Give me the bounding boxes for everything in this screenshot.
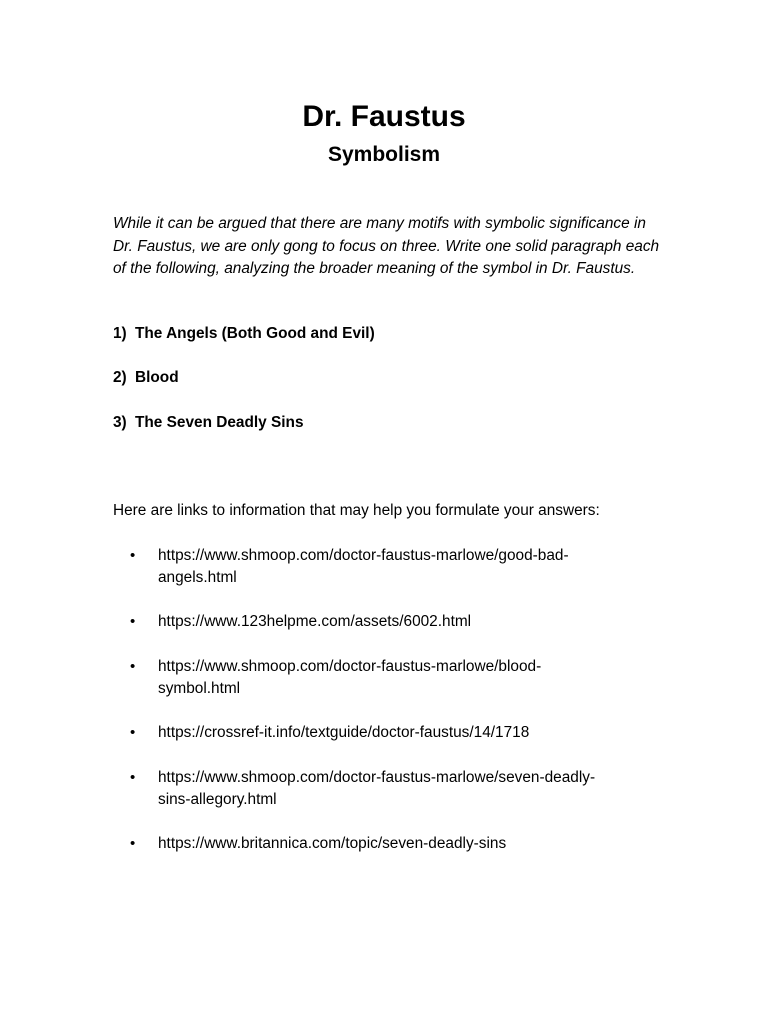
link-url[interactable] bbox=[158, 656, 643, 700]
link-url[interactable] bbox=[158, 767, 643, 811]
item-number: 3) bbox=[113, 414, 127, 431]
link-url[interactable] bbox=[158, 545, 643, 589]
bullet-icon: • bbox=[130, 835, 136, 852]
intro-paragraph: While it can be argued that there are many motifs with symbolic significance in Dr. Faustus, we are only gong to focus on three. Write one solid paragraph each of the following, analyzing the broader meaning of the symbol in Dr. Faustus. bbox=[113, 215, 660, 277]
document-subtitle: Symbolism bbox=[327, 143, 441, 166]
link-url-line: https://www.123helpme.com/assets/6002.html bbox=[158, 613, 472, 630]
bullet-icon: • bbox=[130, 658, 136, 675]
link-item-crossref[interactable] bbox=[130, 722, 650, 744]
links-intro: Here are links to information that may help you formulate your answers: bbox=[113, 502, 600, 519]
link-item-good-bad-angels[interactable] bbox=[130, 545, 650, 589]
link-url-line: https://crossref-it.info/textguide/doctor-faustus/14/1718 bbox=[158, 724, 530, 741]
link-item-123helpme[interactable] bbox=[130, 611, 650, 633]
link-url-line: https://www.shmoop.com/doctor-faustus-marlowe/blood- bbox=[158, 658, 542, 675]
link-url-line: angels.html bbox=[158, 569, 237, 586]
link-item-britannica[interactable] bbox=[130, 833, 650, 855]
item-number: 1) bbox=[113, 325, 127, 342]
link-item-blood-symbol[interactable] bbox=[130, 656, 650, 700]
link-url-line: https://www.shmoop.com/doctor-faustus-marlowe/seven-deadly- bbox=[158, 769, 596, 786]
numbered-item-angels bbox=[113, 323, 673, 345]
bullet-icon: • bbox=[130, 547, 136, 564]
link-url[interactable] bbox=[158, 722, 643, 744]
link-url[interactable] bbox=[158, 833, 643, 855]
item-label: The Seven Deadly Sins bbox=[135, 414, 304, 431]
link-url-line: sins-allegory.html bbox=[158, 791, 277, 808]
numbered-item-blood bbox=[113, 367, 673, 389]
item-number: 2) bbox=[113, 369, 127, 386]
item-label: The Angels (Both Good and Evil) bbox=[135, 325, 375, 342]
link-url[interactable] bbox=[158, 611, 643, 633]
link-url-line: symbol.html bbox=[158, 680, 241, 697]
link-item-seven-deadly-sins-allegory[interactable] bbox=[130, 767, 650, 811]
link-url-line: https://www.britannica.com/topic/seven-deadly-sins bbox=[158, 835, 507, 852]
bullet-icon: • bbox=[130, 724, 136, 741]
bullet-icon: • bbox=[130, 769, 136, 786]
item-label: Blood bbox=[135, 369, 179, 386]
bullet-icon: • bbox=[130, 613, 136, 630]
link-url-line: https://www.shmoop.com/doctor-faustus-marlowe/good-bad- bbox=[158, 547, 569, 564]
document-title: Dr. Faustus bbox=[302, 100, 466, 133]
numbered-item-sins bbox=[113, 412, 673, 434]
